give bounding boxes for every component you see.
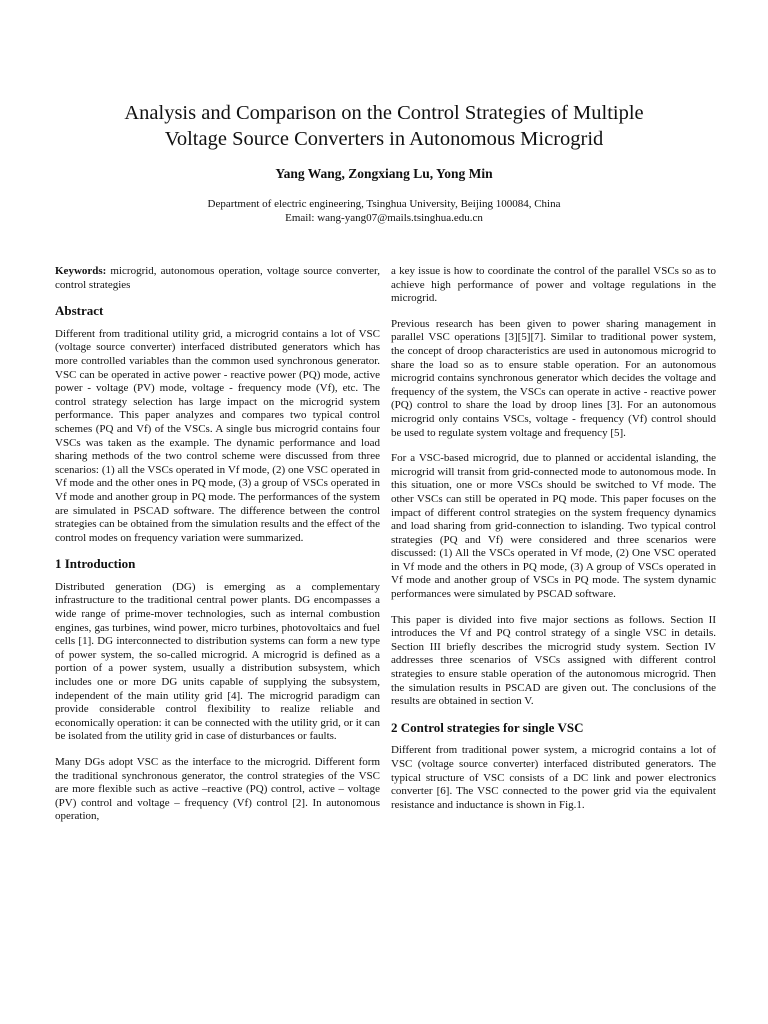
- right-paragraph-1: a key issue is how to coordinate the control of the parallel VSCs so as to achieve high performance of power and voltage regulations in the microgrid.: [391, 265, 716, 305]
- section-2-heading: 2 Control strategies for single VSC: [391, 719, 584, 735]
- introduction-heading: 1 Introduction: [55, 556, 136, 572]
- abstract-text: Different from traditional utility grid, a microgrid contains a lot of VSC (voltage source converter) interfaced distributed generators which has more controlled variables than the common used synchronous generator. VSC can be operated in active power - reactive power (PQ) mode, active power - voltage (PV) mode, voltage - frequency mode (Vf), etc. The control strategy selection has large impact on the microgrid system performance. This paper analyzes and compares two typical control schemes (PQ and Vf) of the VSCs. A single bus microgrid contains four VSCs was taken as the example. The dynamic performance and load sharing methods of the two control scheme were discussed from three scenarios: (1) all the VSCs operated in Vf mode, (2) one VSC operated in Vf mode and the other ones in PQ mode, (3) a group of VSCs operated in Vf mode and another group in PQ mode. The performances of the system are simulated in PSCAD software. The difference between the control strategies can be obtained from the simulation results and the effect of the control modes on frequency variation were summarized.: [55, 327, 380, 544]
- keywords-text: microgrid, autonomous operation, voltage source converter, control strategies: [55, 265, 380, 291]
- right-paragraph-3: For a VSC-based microgrid, due to planned or accidental islanding, the microgrid will transit from grid-connected mode to autonomous mode. In this situation, one or more VSCs should be switched to Vf mode. The other VSCs can still be operated in PQ mode. This paper focuses on the impact of different control strategies on the system frequency dynamics and load sharing from grid-connection to islanding. Two typical control strategies (PQ and Vf) were considered and three scenarios were discussed: (1) All the VSCs operated in Vf mode, (2) One VSC operated in Vf mode and the others in PQ mode, (3) A group of VSCs operated in Vf mode and another group of VSCs in PQ mode. The system dynamic performances were simulated by PSCAD software.: [391, 452, 716, 601]
- intro-paragraph-1: Distributed generation (DG) is emerging as a complementary infrastructure to the traditional central power plants. DG encompasses a wide range of prime-mover technologies, such as internal combustion engines, gas turbines, wind power, micro turbines, photovoltaics and fuel cells [1]. DG interconnected to distribution systems can form a new type of power system, the so-called microgrid. A microgrid is defined as a portion of a power system, usually a distribution subsystem, which includes one or more DG units capable of supplying the subsystem, independent of the main utility grid [4]. The microgrid paradigm can provide considerable control flexibility to realize reliable and economically operation: it can be connected with the utility grid, or it can be isolated from the utility grid in case of disturbances or faults.: [55, 580, 380, 743]
- affiliation-block: [40, 198, 728, 225]
- email: Email: wang-yang07@mails.tsinghua.edu.cn: [285, 211, 483, 224]
- title-line-2: Voltage Source Converters in Autonomous Microgrid: [164, 128, 604, 150]
- left-column: [55, 265, 380, 836]
- author-list: Yang Wang, Zongxiang Lu, Yong Min: [275, 166, 493, 181]
- title-line-1: Analysis and Comparison on the Control Strategies of Multiple: [124, 102, 644, 124]
- right-paragraph-5: Different from traditional power system, a microgrid contains a lot of VSC (voltage source converter) interfaced distributed generators. The typical structure of VSC consists of a DC link and power electronics converter [6]. The VSC connected to the power grid via the equivalent resistance and inductance is shown in Fig.1.: [391, 744, 716, 811]
- keywords: [55, 265, 380, 292]
- right-paragraph-4: This paper is divided into five major sections as follows. Section II introduces the Vf and PQ control strategy of a single VSC in details. Section III briefly describes the microgrid study system. Section IV addresses three scenarios of VSCs assigned with different control strategies to ensure stable operation of the autonomous microgrid. Then the simulation results in PSCAD are given out. The conclusions of the results are obtained in section V.: [391, 613, 716, 708]
- abstract-heading: Abstract: [55, 303, 104, 319]
- right-paragraph-2: Previous research has been given to power sharing management in parallel VSC operations [3][5][7]. Similar to traditional power system, the concept of droop characteristics are used in autonomous microgrid to share the load so as to ensure stable operation. For an autonomous microgrid contains synchronous generator which decides the voltage and frequency of the system, the VSCs can operate in active - reactive power (PQ) control to share the load by droop lines [3]. For an autonomous microgrid only contains VSCs, voltage - frequency (Vf) control should be used to regulate system voltage and frequency [5].: [391, 317, 716, 439]
- right-column: [391, 265, 716, 824]
- keywords-label: Keywords:: [55, 265, 107, 277]
- intro-paragraph-2: Many DGs adopt VSC as the interface to the microgrid. Different form the traditional synchronous generator, the control strategies of the VSC are more flexible such as active –reactive (PQ) control, active – voltage (PV) control and voltage – frequency (Vf) control [2]. In autonomous operation,: [55, 756, 380, 823]
- affiliation: Department of electric engineering, Tsinghua University, Beijing 100084, China: [207, 198, 561, 210]
- paper-title: [40, 100, 728, 152]
